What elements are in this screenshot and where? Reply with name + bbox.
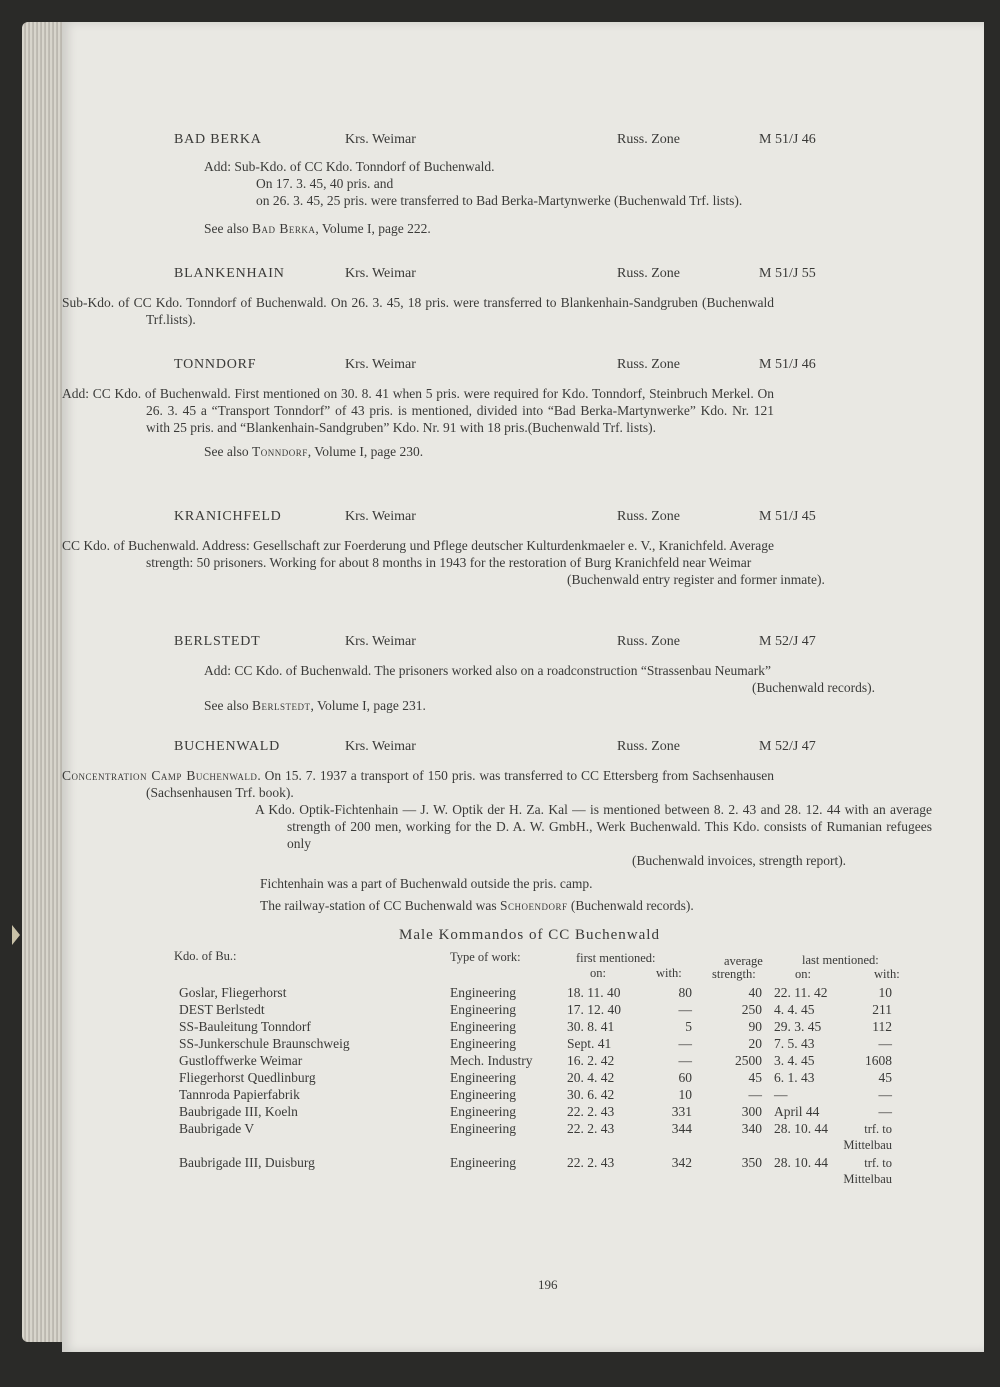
entry-zone: Russ. Zone — [617, 739, 680, 754]
entry-district: Krs. Weimar — [345, 357, 416, 372]
entry-bad-berka — [62, 132, 984, 237]
entry-tonndorf — [62, 357, 984, 460]
entry-name: BUCHENWALD — [174, 739, 280, 754]
entry-text-note: Fichtenhain was a part of Buchenwald outside the pris. camp. — [260, 876, 593, 891]
table-row: Baubrigade III, Koeln Engineering 22. 2. 43 331 300 April 44 — — [179, 1104, 892, 1119]
entry-name: BLANKENHAIN — [174, 266, 285, 281]
entry-text: Sub-Kdo. of CC Kdo. Tonndorf of Buchenwald. On 26. 3. 45, 18 pris. were transferred to Blankenhain-Sandgruben (Buchenwald Trf.lists). — [62, 295, 774, 327]
table-row: Fliegerhorst Quedlinburg Engineering 20. 4. 42 60 45 6. 1. 43 45 — [179, 1070, 892, 1085]
book-page — [62, 22, 984, 1352]
col-header-first-with: with: — [656, 966, 682, 980]
col-header-type: Type of work: — [450, 950, 521, 964]
entry-zone: Russ. Zone — [617, 634, 680, 649]
entry-name: BAD BERKA — [174, 132, 262, 147]
col-header-last: last mentioned: — [802, 953, 879, 967]
page-marker-icon — [12, 925, 20, 945]
col-header-first: first mentioned: — [576, 951, 656, 965]
col-header-average: average — [724, 954, 763, 968]
entry-map-ref: M 51/J 46 — [759, 132, 816, 147]
entry-text-line: On 17. 3. 45, 40 pris. and — [256, 176, 394, 191]
entry-district: Krs. Weimar — [345, 739, 416, 754]
entry-text: CC Kdo. of Buchenwald. Address: Gesellschaft zur Foerderung und Pflege deutscher Kulturdenkmaeler e. V., Kranichfeld. Average strength: 50 prisoners. Working for about 8 months in 1943 for the restoration of Burg Kranichfeld near Weimar — [62, 538, 774, 570]
table-row: Goslar, Fliegerhorst Engineering 18. 11. 40 80 40 22. 11. 42 10 — [179, 985, 892, 1000]
entry-zone: Russ. Zone — [617, 266, 680, 281]
entry-map-ref: M 51/J 55 — [759, 266, 816, 281]
entry-source: (Buchenwald entry register and former inmate). — [567, 572, 825, 587]
entry-source: (Buchenwald records). — [752, 680, 875, 695]
see-also-reference: See also Bad Berka, Volume I, page 222. — [204, 221, 431, 236]
col-header-first-on: on: — [590, 966, 606, 980]
see-also-reference: See also Berlstedt, Volume I, page 231. — [204, 698, 426, 713]
entry-zone: Russ. Zone — [617, 132, 680, 147]
table-row: SS-Junkerschule Braunschweig Engineering Sept. 41 — 20 7. 5. 43 — — [179, 1036, 892, 1051]
entry-text-railway: The railway-station of CC Buchenwald was Schoendorf (Buchenwald records). — [260, 898, 694, 913]
entry-text: Add: CC Kdo. of Buchenwald. The prisoners worked also on a roadconstruction “Strassenbau Neumark” — [204, 663, 771, 678]
entry-map-ref: M 51/J 46 — [759, 357, 816, 372]
entry-district: Krs. Weimar — [345, 132, 416, 147]
table-row: SS-Bauleitung Tonndorf Engineering 30. 8. 41 5 90 29. 3. 45 112 — [179, 1019, 892, 1034]
entry-map-ref: M 52/J 47 — [759, 739, 816, 754]
see-also-reference: See also Tonndorf, Volume I, page 230. — [204, 444, 424, 459]
entry-zone: Russ. Zone — [617, 509, 680, 524]
entry-source: (Buchenwald invoices, strength report). — [632, 853, 847, 868]
entry-name: TONNDORF — [174, 357, 257, 372]
entry-berlstedt — [62, 634, 984, 714]
entry-text: Add: CC Kdo. of Buchenwald. First mentioned on 30. 8. 41 when 5 pris. were required for Kdo. Tonndorf, Steinbruch Merkel. On 26. 3. 45 a “Transport Tonndorf” of 43 pris. is mentioned, divided into “Bad Berka-Martynwerke” Kdo. Nr. 121 with 25 pris. and “Blankenhain-Sandgruben” Kdo. Nr. 91 with 18 pris.(Buchenwald Trf. lists). — [62, 386, 774, 435]
entry-text-line: on 26. 3. 45, 25 pris. were transferred to Bad Berka-Martynwerke (Buchenwald Trf. lists). — [256, 193, 743, 208]
entry-text-line: Add: Sub-Kdo. of CC Kdo. Tonndorf of Buchenwald. — [204, 159, 495, 174]
entry-map-ref: M 52/J 47 — [759, 634, 816, 649]
entry-map-ref: M 51/J 45 — [759, 509, 816, 524]
entry-text-kdo: A Kdo. Optik-Fichtenhain — J. W. Optik der H. Za. Kal — is mentioned between 8. 2. 43 and 28. 12. 44 with an average strength of 200 men, working for the D. A. W. GmbH., Werk Buchenwald. This Kdo. consists of Rumanian refugees only — [255, 802, 932, 851]
col-header-kdo: Kdo. of Bu.: — [174, 949, 237, 963]
entry-kranichfeld — [62, 509, 984, 588]
table-row: Gustloffwerke Weimar Mech. Industry 16. 2. 42 — 2500 3. 4. 45 1608 — [179, 1053, 892, 1068]
entry-district: Krs. Weimar — [345, 634, 416, 649]
entry-name: KRANICHFELD — [174, 509, 282, 524]
col-header-strength: strength: — [712, 967, 756, 981]
entry-district: Krs. Weimar — [345, 509, 416, 524]
entry-zone: Russ. Zone — [617, 357, 680, 372]
entry-buchenwald — [62, 739, 984, 914]
page-number: 196 — [538, 1277, 558, 1292]
table-row: Tannroda Papierfabrik Engineering 30. 6. 42 10 — — — — [179, 1087, 892, 1102]
table-row: Baubrigade III, Duisburg Engineering 22. 2. 43 342 350 28. 10. 44 trf. to Mittelbau — [179, 1155, 892, 1186]
table-title: Male Kommandos of CC Buchenwald — [399, 927, 660, 943]
entry-text: Concentration Camp Buchenwald. On 15. 7. 1937 a transport of 150 pris. was transferred to CC Ettersberg from Sachsenhausen (Sachsenhausen Trf. book). — [62, 768, 774, 800]
col-header-last-on: on: — [795, 967, 811, 981]
col-header-last-with: with: — [874, 967, 900, 981]
table-row: Baubrigade V Engineering 22. 2. 43 344 340 28. 10. 44 trf. to Mittelbau — [179, 1121, 892, 1152]
table-row: DEST Berlstedt Engineering 17. 12. 40 — 250 4. 4. 45 211 — [179, 1002, 892, 1017]
entry-district: Krs. Weimar — [345, 266, 416, 281]
entry-name: BERLSTEDT — [174, 634, 261, 649]
entry-blankenhain — [62, 266, 984, 328]
